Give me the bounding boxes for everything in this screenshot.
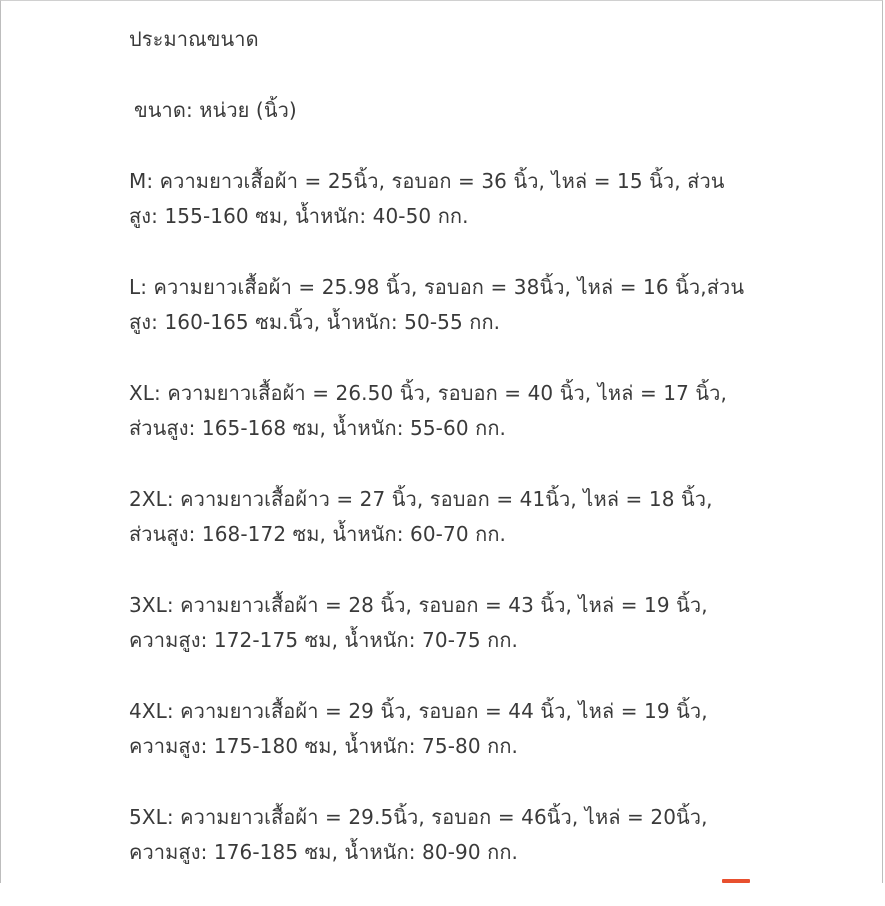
accent-bar — [722, 879, 750, 883]
size-entry-line-1: 4XL: ความยาวเสื้อผ้า = 29 นิ้ว, รอบอก = 44 นิ้ว, ไหล่ = 19 นิ้ว, — [129, 699, 708, 723]
size-entry-line-2: ความสูง: 172-175 ซม, น้ำหนัก: 70-75 กก. — [129, 628, 518, 652]
size-entry-4xl — [129, 694, 829, 764]
size-entry-line-1: 5XL: ความยาวเสื้อผ้า = 29.5นิ้ว, รอบอก = 46นิ้ว, ไหล่ = 20นิ้ว, — [129, 805, 708, 829]
size-entry-line-2: ส่วนสูง: 168-172 ซม, น้ำหนัก: 60-70 กก. — [129, 522, 506, 546]
size-entry-3xl — [129, 588, 829, 658]
size-entry-2xl — [129, 482, 829, 552]
size-entry-line-1: XL: ความยาวเสื้อผ้า = 26.50 นิ้ว, รอบอก = 40 นิ้ว, ไหล่ = 17 นิ้ว, — [129, 381, 727, 405]
size-entry-5xl — [129, 800, 829, 870]
size-entry-line-1: 3XL: ความยาวเสื้อผ้า = 28 นิ้ว, รอบอก = 43 นิ้ว, ไหล่ = 19 นิ้ว, — [129, 593, 708, 617]
size-entry-line-1: L: ความยาวเสื้อผ้า = 25.98 นิ้ว, รอบอก = 38นิ้ว, ไหล่ = 16 นิ้ว,ส่วน — [129, 275, 745, 299]
size-entry-line-1: 2XL: ความยาวเสื้อผ้าว = 27 นิ้ว, รอบอก = 41นิ้ว, ไหล่ = 18 นิ้ว, — [129, 487, 713, 511]
size-entry-line-2: ความสูง: 176-185 ซม, น้ำหนัก: 80-90 กก. — [129, 840, 518, 864]
unit-note: ขนาด: หน่วย (นิ้ว) — [134, 98, 297, 122]
size-entry-line-2: ความสูง: 175-180 ซม, น้ำหนัก: 75-80 กก. — [129, 734, 518, 758]
size-entry-line-1: M: ความยาวเสื้อผ้า = 25นิ้ว, รอบอก = 36 นิ้ว, ไหล่ = 15 นิ้ว, ส่วน — [129, 169, 725, 193]
size-guide — [129, 22, 829, 906]
size-entry-xl — [129, 376, 829, 446]
size-entry-line-2: สูง: 155-160 ซม, น้ำหนัก: 40-50 กก. — [129, 204, 469, 228]
size-entry-l — [129, 270, 829, 340]
size-entry-line-2: สูง: 160-165 ซม.นิ้ว, น้ำหนัก: 50-55 กก. — [129, 310, 501, 334]
size-entry-m — [129, 164, 829, 234]
page-title: ประมาณขนาด — [129, 27, 259, 51]
size-entry-line-2: ส่วนสูง: 165-168 ซม, น้ำหนัก: 55-60 กก. — [129, 416, 506, 440]
